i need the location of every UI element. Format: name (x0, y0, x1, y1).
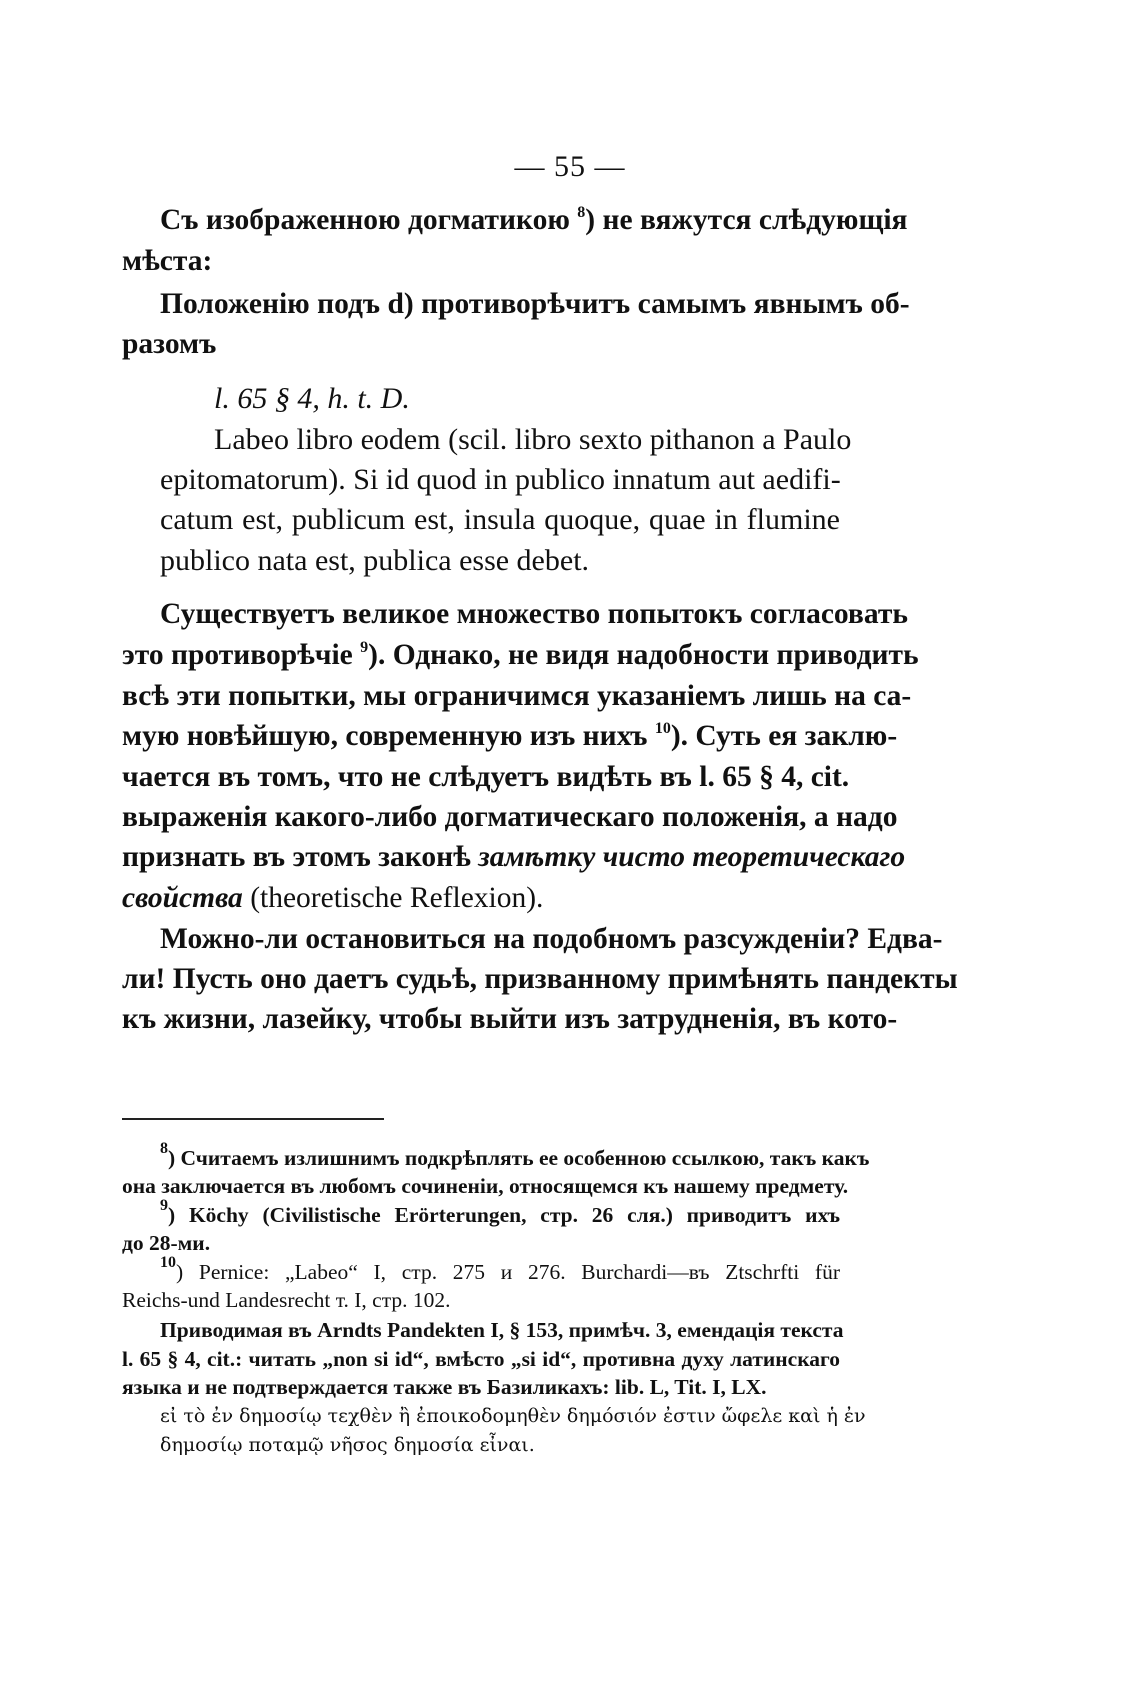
italic-phrase: замѣтку чисто теоретическаго (478, 841, 906, 873)
text-line: выраженія какого-либо догматическаго положенія, а надо (122, 801, 898, 833)
text-line: разомъ (122, 328, 217, 360)
footnote-marker: 10 (160, 1254, 176, 1271)
footnote-line (160, 1254, 840, 1284)
footnote-ref: 9 (360, 639, 369, 656)
text-span: ) Считаемъ излишнимъ подкрѣплять ее особенною ссылкою, такъ какъ (168, 1146, 870, 1170)
text-line: ли! Пусть оно даетъ судьѣ, призванному примѣнять пандекты (122, 963, 958, 995)
text-span: ). Однако, не видя надобности приводить (368, 639, 919, 671)
page-number: — 55 — (514, 150, 626, 183)
greek-line: εἰ τὸ ἐν δημοσίῳ τεχθὲν ἢ ἐποικοδομηθὲν δημόσιόν ἐστιν ὤφελε καὶ ἡ ἐν (160, 1405, 866, 1427)
text-span: ) Pernice: „Labeo“ I, стр. 275 и 276. Burchardi—въ Ztschrfti für (176, 1260, 840, 1284)
text-span: мую новѣйшую, современную изъ нихъ (122, 720, 655, 752)
footnote-ref: 8 (577, 204, 586, 221)
footnote-line: она заключается въ любомъ сочиненіи, относящемся къ нашему предмету. (122, 1174, 849, 1198)
footnote-line: Приводимая въ Arndts Pandekten I, § 153, примѣч. 3, емендація текста (160, 1318, 844, 1342)
text-span: ) Köchy (Civilistische Erörterungen, стр. 26 сля.) приводитъ ихъ (168, 1203, 840, 1227)
footnote-line: l. 65 § 4, cit.: читать „non si id“, вмѣсто „si id“, противна духу латинскаго (122, 1347, 840, 1371)
text-line: мѣста: (122, 245, 213, 277)
text-line: Положенію подъ d) противорѣчитъ самымъ явнымъ об- (160, 288, 910, 320)
footnote-marker: 8 (160, 1140, 168, 1157)
quote-line: publico nata est, publica esse debet. (160, 544, 590, 577)
italic-phrase: свойства (122, 882, 243, 914)
footnote-ref: 10 (654, 720, 671, 737)
footnote-line (160, 1140, 870, 1170)
greek-line: δημοσίῳ ποταμῷ νῆσος δημοσία εἶναι. (160, 1434, 535, 1456)
footnote-line: до 28-ми. (122, 1231, 211, 1255)
text-line: Существуетъ великое множество попытокъ согласовать (160, 598, 908, 630)
footnote-line (160, 1197, 840, 1227)
footnote-line: Reichs-und Landesrecht т. I, стр. 102. (122, 1288, 451, 1312)
text-line: къ жизни, лазейку, чтобы выйти изъ затрудненія, въ кото- (122, 1003, 898, 1035)
quote-line: Labeo libro eodem (scil. libro sexto pithanon a Paulo (214, 423, 852, 456)
citation: l. 65 § 4, h. t. D. (214, 382, 410, 415)
text-line: всѣ эти попытки, мы ограничимся указаніемъ лишь на са- (122, 680, 912, 712)
footnote-line: языка и не подтверждается также въ Базиликахъ: lib. L, Tit. I, LX. (122, 1375, 767, 1399)
text-span: признать въ этомъ законѣ (122, 841, 479, 873)
text-line: чается въ томъ, что не слѣдуетъ видѣть въ l. 65 § 4, cit. (122, 761, 850, 793)
footnote-separator (122, 1118, 384, 1120)
text-line (122, 841, 906, 873)
footnote-marker: 9 (160, 1197, 168, 1214)
text-span: Съ изображенною догматикою (160, 204, 578, 236)
text-line (160, 204, 908, 236)
text-line (122, 884, 543, 914)
text-span: ). Суть ея заклю- (670, 720, 898, 752)
text-line: Можно-ли остановиться на подобномъ разсужденіи? Едва- (160, 923, 943, 955)
text-line (122, 720, 898, 752)
quote-line: epitomatorum). Si id quod in publico innatum aut aedifi- (160, 463, 841, 496)
text-line (122, 639, 919, 671)
quote-line: catum est, publicum est, insula quoque, quae in flumine (160, 503, 840, 536)
text-span: ) не вяжутся слѣдующія (585, 204, 908, 236)
text-span: (theoretische Reflexion). (242, 882, 544, 914)
text-span: это противорѣчіе (122, 639, 361, 671)
